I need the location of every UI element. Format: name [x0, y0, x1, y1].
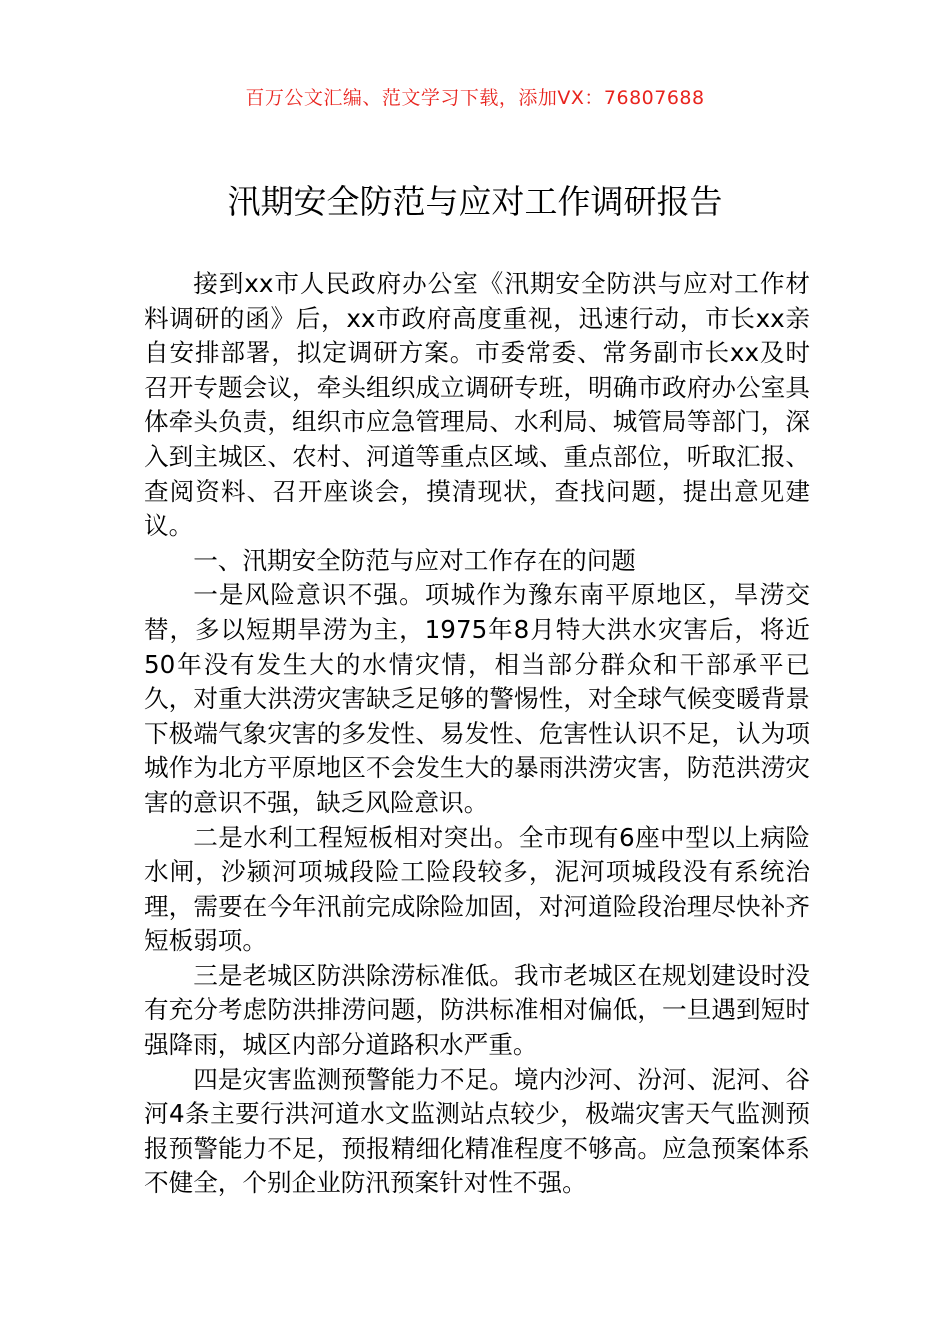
section-heading: 一、汛期安全防范与应对工作存在的问题: [193, 545, 636, 575]
body-paragraph: 一是风险意识不强。项城作为豫东南平原地区，旱涝交替，多以短期旱涝为主，1975年8月特大洪水灾害后，将近50年没有发生大的水情灾情，相当部分群众和干部承平已久，对重大洪涝灾害缺乏足够的警惕性，对全球气候变暖背景下极端气象灾害的多发性、易发性、危害性认识不足，认为项城作为北方平原地区不会发生大的暴雨洪涝灾害，防范洪涝灾害的意识不强，缺乏风险意识。: [144, 580, 810, 817]
body-paragraph: 二是水利工程短板相对突出。全市现有6座中型以上病险水闸，沙颍河项城段险工险段较多，泥河项城段没有系统治理，需要在今年汛前完成除险加固，对河道险段治理尽快补齐短板弱项。: [144, 822, 810, 956]
body-paragraph: 三是老城区防洪除涝标准低。我市老城区在规划建设时没有充分考虑防洪排涝问题，防洪标准相对偏低，一旦遇到短时强降雨，城区内部分道路积水严重。: [144, 960, 810, 1060]
body-paragraph: 四是灾害监测预警能力不足。境内沙河、汾河、泥河、谷河4条主要行洪河道水文监测站点较少，极端灾害天气监测预报预警能力不足，预报精细化精准程度不够高。应急预案体系不健全，个别企业防汛预案针对性不强。: [144, 1064, 810, 1198]
promo-banner: 百万公文汇编、范文学习下载，添加VX：76807688: [245, 87, 705, 109]
document-title: 汛期安全防范与应对工作调研报告: [227, 182, 723, 221]
document-body: [144, 267, 810, 1201]
intro-paragraph: 接到xx市人民政府办公室《汛期安全防洪与应对工作材料调研的函》后，xx市政府高度重视，迅速行动，市长xx亲自安排部署，拟定调研方案。市委常委、常务副市长xx及时召开专题会议，牵头组织成立调研专班，明确市政府办公室具体牵头负责，组织市应急管理局、水利局、城管局等部门，深入到主城区、农村、河道等重点区域、重点部位，听取汇报、查阅资料、召开座谈会，摸清现状，查找问题，提出意见建议。: [144, 269, 810, 541]
